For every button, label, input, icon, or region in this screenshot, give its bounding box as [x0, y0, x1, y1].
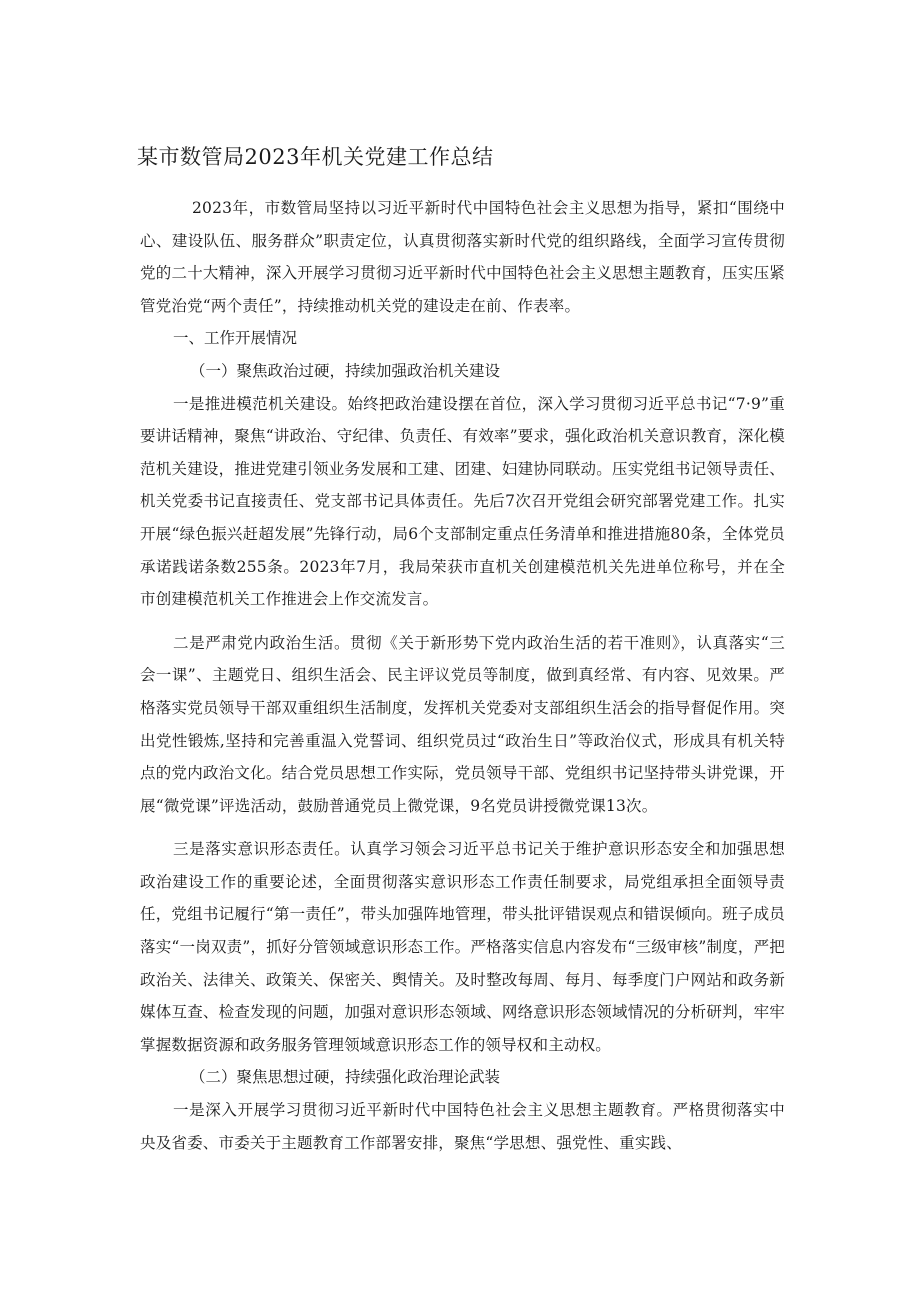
- subsection-heading-2: （二）聚焦思想过硬，持续强化政治理论武装: [190, 1068, 501, 1087]
- subsection-heading-1: （一）聚焦政治过硬，持续加强政治机关建设: [190, 361, 501, 380]
- document-title: 某市数管局2023年机关党建工作总结: [137, 145, 494, 169]
- paragraph-model-organ: 一是推进模范机关建设。始终把政治建设摆在首位，深入学习贯彻习近平总书记“7·9”重要讲话精神，聚焦“讲政治、守纪律、负责任、有效率”要求，强化政治机关意识教育，深化模范机关建设，推进党建引领业务发展和工建、团建、妇建协同联动。压实党组书记领导责任、机关党委书记直接责任、党支部书记具体责任。先后7次召开党组会研究部署党建工作。扎实开展“绿色振兴赶超发展”先锋行动，局6个支部制定重点任务清单和推进措施80条，全体党员承诺践诺条数255条。2023年7月，我局荣获市直机关创建模范机关先进单位称号，并在全市创建模范机关工作推进会上作交流发言。: [140, 394, 785, 609]
- section-heading-1: 一、工作开展情况: [173, 329, 298, 348]
- paragraph-theme-education: 一是深入开展学习贯彻习近平新时代中国特色社会主义思想主题教育。严格贯彻落实中央及省委、市委关于主题教育工作部署安排，聚焦“学思想、强党性、重实践、: [140, 1101, 785, 1152]
- intro-paragraph: 2023年，市数管局坚持以习近平新时代中国特色社会主义思想为指导，紧扣“围绕中心、建设队伍、服务群众”职责定位，认真贯彻落实新时代党的组织路线，全面学习宣传贯彻党的二十大精神，深入开展学习贯彻习近平新时代中国特色社会主义思想主题教育，压实压紧管党治党“两个责任”，持续推动机关党的建设走在前、作表率。: [140, 199, 785, 315]
- paragraph-political-life: 二是严肃党内政治生活。贯彻《关于新形势下党内政治生活的若干准则》，认真落实“三会一课”、主题党日、组织生活会、民主评议党员等制度，做到真经常、有内容、见效果。严格落实党员领导干部双重组织生活制度，发挥机关党委对支部组织生活会的指导督促作用。突出党性锻炼,坚持和完善重温入党誓词、组织党员过“政治生日”等政治仪式，形成具有机关特点的党内政治文化。结合党员思想工作实际，党员领导干部、党组织书记坚持带头讲党课，开展“微党课”评选活动，鼓励普通党员上微党课，9名党员讲授微党课13次。: [140, 633, 785, 815]
- paragraph-ideology: 三是落实意识形态责任。认真学习领会习近平总书记关于维护意识形态安全和加强思想政治建设工作的重要论述，全面贯彻落实意识形态工作责任制要求，局党组承担全面领导责任，党组书记履行“第一责任”，带头加强阵地管理，带头批评错误观点和错误倾向。班子成员落实“一岗双责”，抓好分管领域意识形态工作。严格落实信息内容发布“三级审核”制度，严把政治关、法律关、政策关、保密关、舆情关。及时整改每周、每月、每季度门户网站和政务新媒体互查、检查发现的问题，加强对意识形态领域、网络意识形态领域情况的分析研判，牢牢掌握数据资源和政务服务管理领域意识形态工作的领导权和主动权。: [140, 840, 785, 1054]
- document-body: [140, 192, 785, 1159]
